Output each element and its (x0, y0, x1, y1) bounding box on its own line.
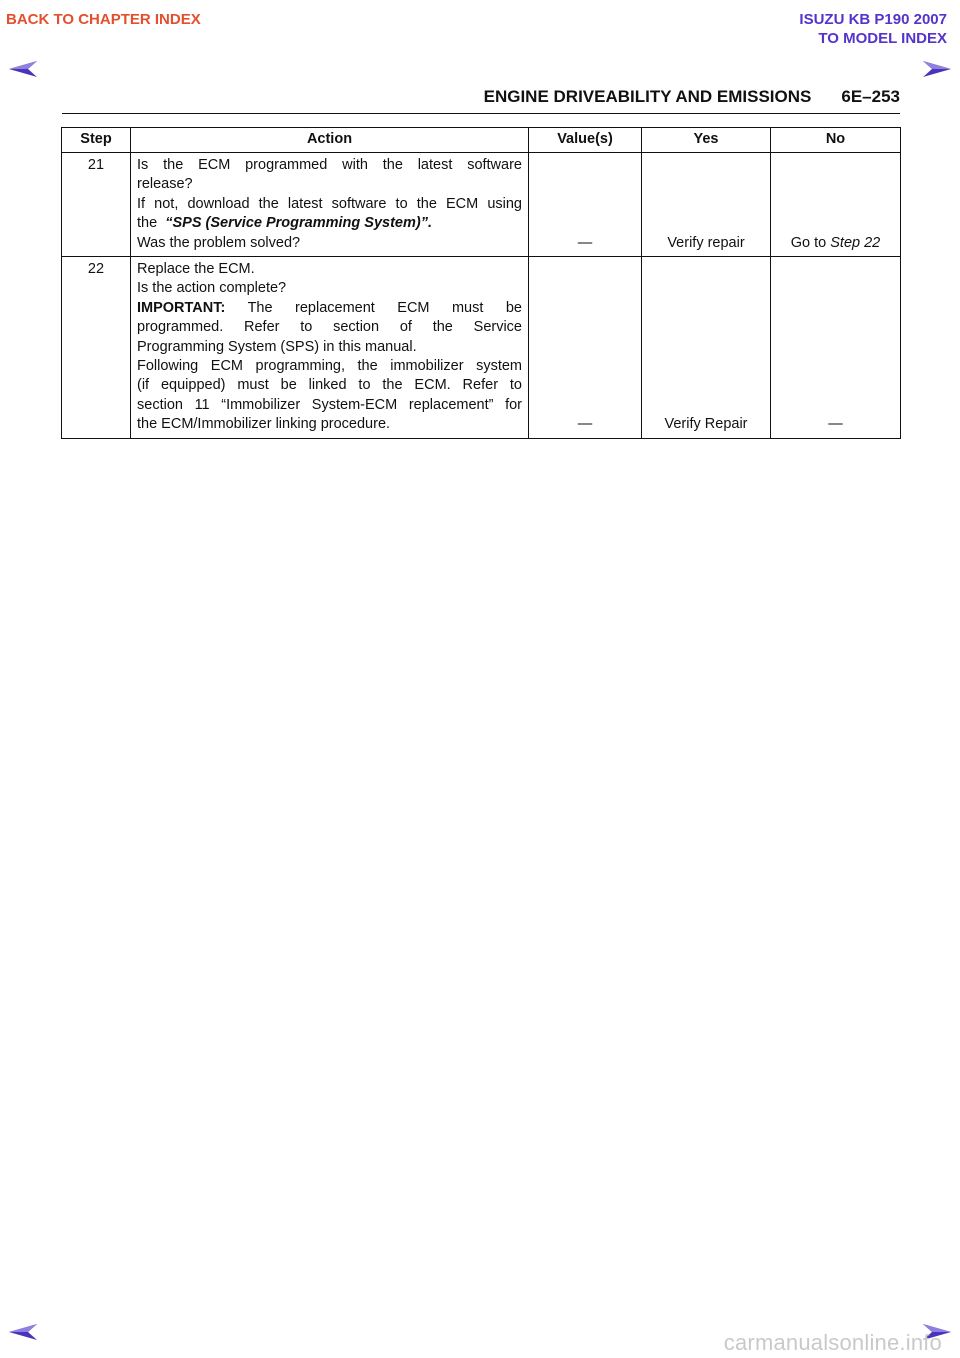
page-header (62, 86, 900, 114)
action-text: section 11 “Immobilizer System-ECM replacement” for (137, 396, 522, 413)
action-text: Was the problem solved? (137, 234, 301, 251)
model-title-link[interactable]: ISUZU KB P190 2007 (799, 11, 947, 28)
step-yes: Verify Repair (642, 257, 771, 439)
action-text: the (137, 215, 158, 232)
step-value: — (529, 153, 642, 257)
step-action (131, 257, 529, 439)
action-text-sps (137, 214, 522, 233)
arrow-right-icon[interactable] (922, 60, 952, 78)
column-header-no: No (771, 128, 901, 153)
action-text: programmed. Refer to section of the Service (137, 319, 522, 336)
watermark-text: carmanualsonline.info (723, 1330, 942, 1355)
step-yes: Verify repair (642, 153, 771, 257)
important-label: IMPORTANT: (137, 299, 226, 316)
go-to-label: Go to (790, 234, 827, 251)
table-row (62, 153, 901, 257)
step-no (771, 153, 901, 257)
column-header-step: Step (62, 128, 131, 153)
column-header-values: Value(s) (529, 128, 642, 153)
action-text: Following ECM programming, the immobilizer system (137, 358, 522, 375)
step-value: — (529, 257, 642, 439)
diagnostic-steps-table (61, 127, 901, 439)
to-model-index-link[interactable]: TO MODEL INDEX (818, 30, 947, 47)
back-to-chapter-index-link[interactable]: BACK TO CHAPTER INDEX (6, 11, 201, 28)
action-text: The replacement ECM must be (247, 299, 522, 316)
arrow-left-icon[interactable] (8, 60, 38, 78)
step-reference-link[interactable]: Step 22 (830, 234, 881, 251)
step-no: — (771, 257, 901, 439)
sps-reference: “SPS (Service Programming System)”. (165, 215, 432, 232)
action-text: Replace the ECM. (137, 261, 255, 278)
table-header-row (62, 128, 901, 153)
action-text: (if equipped) must be linked to the ECM. Refer to (137, 377, 522, 394)
action-text: Is the ECM programmed with the latest software (137, 157, 522, 173)
section-title: ENGINE DRIVEABILITY AND EMISSIONS (483, 87, 812, 106)
action-text: Is the action complete? (137, 280, 287, 297)
step-action (131, 153, 529, 257)
action-text: If not, download the latest software to the ECM using (137, 195, 522, 212)
important-note (137, 299, 522, 318)
action-text: Programming System (SPS) in this manual. (137, 338, 417, 355)
table-row (62, 257, 901, 439)
action-text: the ECM/Immobilizer linking procedure. (137, 416, 391, 433)
action-text: release? (137, 176, 193, 193)
step-number: 21 (62, 153, 131, 257)
page-number: 6E–253 (841, 87, 900, 106)
column-header-action: Action (131, 128, 529, 153)
step-number: 22 (62, 257, 131, 439)
column-header-yes: Yes (642, 128, 771, 153)
arrow-left-icon[interactable] (8, 1323, 38, 1341)
